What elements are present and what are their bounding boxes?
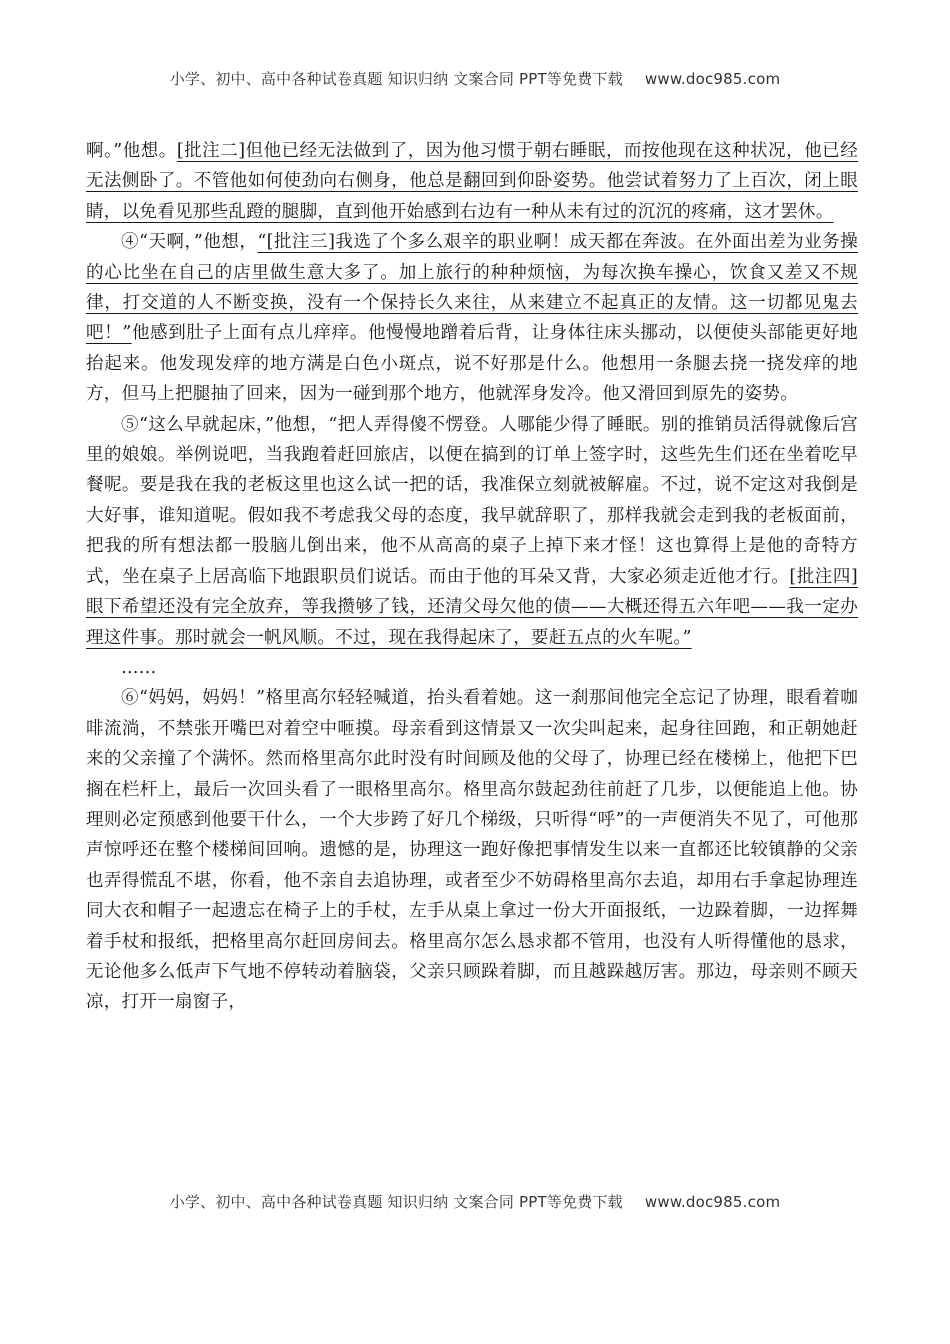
paragraph-6: ⑥“妈妈，妈妈！”格里高尔轻轻喊道，抬头看着她。这一刹那间他完全忘记了协理，眼看着咖啡流淌，不禁张开嘴巴对着空中咂摸。母亲看到这情景又一次尖叫起来，起身往回跑，和正朝她赶来的父亲撞了个满怀。然而格里高尔此时没有时间顾及他的父母了，协理已经在楼梯上，他把下巴搁在栏杆上，最后一次回头看了一眼格里高尔。格里高尔鼓起劲往前赶了几步，以便能追上他。协理则必定预感到他要干什么，一个大步跨了好几个梯级，只听得“呼”的一声便消失不见了，可他那声惊呼还在整个楼梯间回响。遗憾的是，协理这一跑好像把事情发生以来一直都还比较镇静的父亲也弄得慌乱不堪，你看，他不亲自去追协理，或者至少不妨碍格里高尔去追，却用右手拿起协理连同大衣和帽子一起遗忘在椅子上的手杖，左手从桌上拿过一份大开面报纸，一边跺着脚，一边挥舞着手杖和报纸，把格里高尔赶回房间去。格里高尔怎么恳求都不管用，也没有人听得懂他的恳求，无论他多么低声下气地不停转动着脑袋，父亲只顾跺着脚，而且越跺越厉害。那边，母亲则不顾天凉，打开一扇窗子， — [86, 688, 858, 1013]
paragraph-4 — [86, 227, 858, 409]
footer-text: 小学、初中、高中各种试卷真题 知识归纳 文案合同 PPT等免费下载 — [169, 1193, 623, 1211]
annotation-4-text: [批注四]眼下希望还没有完全放弃，等我攒够了钱，还清父母欠他的债——大概还得五六年吧——我一定办理这件事。那时就会一帆风顺。不过，现在我得起床了，要赶五点的火车呢。” — [86, 566, 859, 648]
header-site-link[interactable]: www.doc985.com — [644, 70, 781, 88]
p4-rest: 他感到肚子上面有点儿痒痒。他慢慢地蹭着后背，让身体往床头挪动，以便使头部能更好地抬起来。他发现发痒的地方满是白色小斑点，说不好那是什么。他想用一条腿去挠一挠发痒的地方，但马上把腿抽了回来，因为一碰到那个地方，他就浑身发冷。他又滑回到原先的姿势。 — [86, 323, 858, 405]
page-footer — [0, 1191, 950, 1212]
page-header — [0, 68, 950, 89]
p0-lead: 啊。”他想。 — [86, 141, 177, 161]
footer-site-link[interactable]: www.doc985.com — [644, 1193, 781, 1211]
p5-lead: ⑤“这么早就起床，”他想，“把人弄得傻不愣登。人哪能少得了睡眠。别的推销员活得就像后宫里的娘娘。举例说吧，当我跑着赶回旅店，以便在搞到的订单上签字时，这些先生们还在坐着吃早餐呢。要是我在我的老板这里也这么试一把的话，我准保立刻就被解雇。不过，说不定这对我倒是大好事，谁知道呢。假如我不考虑我父母的态度，我早就辞职了，那样我就会走到我的老板面前，把我的所有想法都一股脑儿倒出来，他不从高高的桌子上掉下来才怪！这也算得上是他的奇特方式，坐在桌子上居高临下地跟职员们说话。而由于他的耳朵又背，大家必须走近他才行。 — [86, 414, 858, 587]
document-body — [86, 136, 858, 1018]
paragraph-5 — [86, 410, 858, 653]
annotation-2-text: [批注二]但他已经无法做到了，因为他习惯于朝右睡眠，而按他现在这种状况，他已经无法侧卧了。不管他如何使劲向右侧身，他总是翻回到仰卧姿势。他尝试着努力了上百次，闭上眼睛，以免看见那些乱蹬的腿脚，直到他开始感到右边有一种从未有过的沉沉的疼痛，这才罢休。 — [86, 141, 858, 222]
p4-lead: ④“天啊，”他想， — [121, 232, 258, 253]
ellipsis-line: …… — [121, 657, 157, 678]
annotation-3-text: “[批注三]我选了个多么艰辛的职业啊！成天都在奔波。在外面出差为业务操的心比坐在自己的店里做生意大多了。加上旅行的种种烦恼，为每次换车操心，饮食又差又不规律，打交道的人不断变换，没有一个保持长久来往，从来建立不起真正的友情。这一切都见鬼去吧！” — [86, 232, 858, 344]
header-text: 小学、初中、高中各种试卷真题 知识归纳 文案合同 PPT等免费下载 — [169, 70, 623, 88]
paragraph-continued — [86, 136, 858, 227]
